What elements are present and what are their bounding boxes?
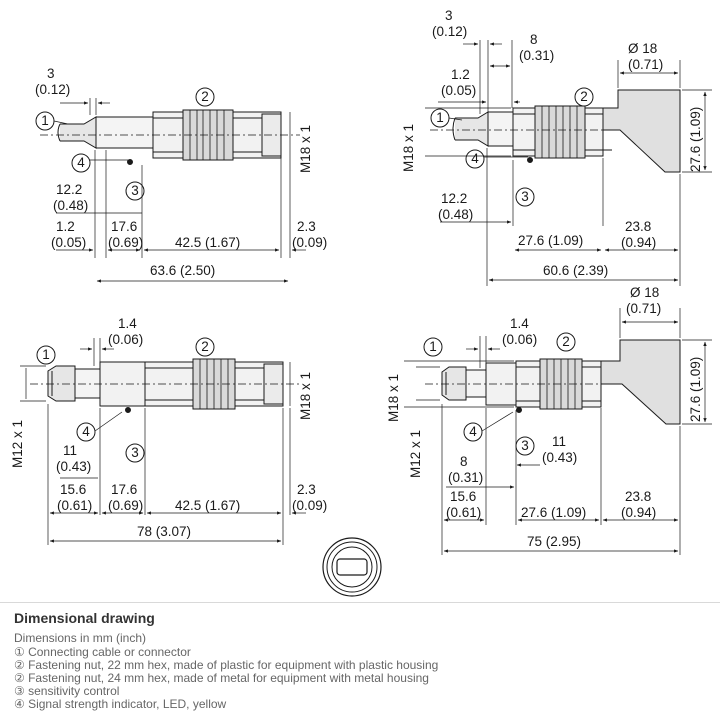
- dim-label: Ø 18: [630, 285, 660, 300]
- dim-label: (0.48): [53, 198, 89, 213]
- dim-label: 27.6 (1.09): [688, 356, 703, 422]
- legend-title: Dimensional drawing: [14, 610, 155, 626]
- dim-label: 42.5 (1.67): [175, 235, 241, 250]
- dim-label: 2.3: [297, 219, 316, 234]
- dim-label: 63.6 (2.50): [150, 263, 216, 278]
- dim-label: (0.31): [519, 48, 555, 63]
- dim-label: 27.6 (1.09): [518, 233, 584, 248]
- dim-label: (0.09): [292, 498, 328, 513]
- dim-label: 75 (2.95): [527, 534, 582, 549]
- dim-label: (0.48): [438, 207, 474, 222]
- dim-label: 3: [445, 8, 453, 23]
- dim-label: (0.06): [502, 332, 538, 347]
- marker-1: 1: [436, 110, 444, 125]
- marker-2: 2: [580, 89, 588, 104]
- dim-label: (0.61): [57, 498, 93, 513]
- dim-label: 2.3: [297, 482, 316, 497]
- legend: [14, 610, 714, 711]
- marker-2: 2: [562, 334, 570, 349]
- legend-item: ③ sensitivity control: [14, 684, 120, 698]
- dim-label: (0.94): [621, 505, 657, 520]
- dim-label: (0.69): [108, 235, 144, 250]
- legend-item: ④ Signal strength indicator, LED, yellow: [14, 697, 227, 711]
- dim-label: (0.43): [542, 450, 578, 465]
- dim-label: (0.12): [35, 82, 71, 97]
- marker-2: 2: [201, 339, 209, 354]
- dim-label: 1.4: [118, 316, 137, 331]
- dim-label: Ø 18: [628, 41, 658, 56]
- dim-label: M18 x 1: [386, 373, 401, 422]
- figure-straight-connector-labels: [10, 316, 327, 539]
- dim-label: 17.6: [111, 482, 138, 497]
- marker-2: 2: [201, 89, 209, 104]
- dim-label: (0.12): [432, 24, 468, 39]
- legend-subtitle: Dimensions in mm (inch): [14, 631, 147, 645]
- dim-label: 3: [47, 66, 55, 81]
- dim-label: (0.69): [108, 498, 144, 513]
- dim-label: 8: [530, 32, 538, 47]
- dim-label: 78 (3.07): [137, 524, 192, 539]
- dim-label: M18 x 1: [298, 371, 313, 420]
- dim-label: 42.5 (1.67): [175, 498, 241, 513]
- dim-label: 15.6: [450, 489, 477, 504]
- marker-3: 3: [131, 183, 139, 198]
- dim-label: (0.71): [628, 57, 664, 72]
- legend-item: ② Fastening nut, 24 mm hex, made of metal for equipment with metal housing: [14, 671, 429, 685]
- divider: [0, 602, 720, 603]
- dim-label: (0.43): [56, 459, 92, 474]
- dim-label: 1.2: [451, 67, 470, 82]
- dim-label: M12 x 1: [10, 419, 25, 468]
- dim-label: M12 x 1: [408, 429, 423, 478]
- dim-label: 1.2: [56, 219, 75, 234]
- dim-label: 60.6 (2.39): [543, 263, 609, 278]
- figure-straight-connector: [20, 338, 306, 545]
- dim-label: (0.31): [448, 470, 484, 485]
- dim-label: 23.8: [625, 219, 652, 234]
- dim-label: 23.8: [625, 489, 652, 504]
- dim-label: 17.6: [111, 219, 138, 234]
- marker-3: 3: [131, 445, 139, 460]
- dim-label: 27.6 (1.09): [521, 505, 587, 520]
- marker-3: 3: [521, 438, 529, 453]
- front-view: [323, 538, 381, 596]
- marker-3: 3: [521, 189, 529, 204]
- figure-angled-connector-labels: [386, 285, 703, 549]
- marker-4: 4: [77, 155, 85, 170]
- dim-label: 27.6 (1.09): [688, 106, 703, 172]
- legend-item: ② Fastening nut, 22 mm hex, made of plastic for equipment with plastic housing: [14, 658, 439, 672]
- dim-label: 1.4: [510, 316, 529, 331]
- dim-label: 12.2: [56, 182, 83, 197]
- dim-label: (0.06): [108, 332, 144, 347]
- marker-1: 1: [429, 339, 437, 354]
- marker-1: 1: [42, 347, 50, 362]
- legend-item: ① Connecting cable or connector: [14, 645, 191, 659]
- dim-label: M18 x 1: [298, 124, 313, 173]
- dim-label: 15.6: [60, 482, 87, 497]
- dim-label: 12.2: [441, 191, 468, 206]
- dim-label: (0.94): [621, 235, 657, 250]
- dim-label: (0.05): [51, 235, 87, 250]
- dim-label: (0.05): [441, 83, 477, 98]
- marker-1: 1: [41, 113, 49, 128]
- dim-label: (0.61): [446, 505, 482, 520]
- marker-4: 4: [82, 424, 90, 439]
- dim-label: 8: [460, 454, 468, 469]
- marker-4: 4: [471, 151, 479, 166]
- dim-label: 11: [63, 443, 78, 458]
- dim-label: (0.71): [626, 301, 662, 316]
- dim-label: M18 x 1: [401, 123, 416, 172]
- dim-label: 11: [552, 434, 567, 449]
- marker-4: 4: [469, 424, 477, 439]
- dim-label: (0.09): [292, 235, 328, 250]
